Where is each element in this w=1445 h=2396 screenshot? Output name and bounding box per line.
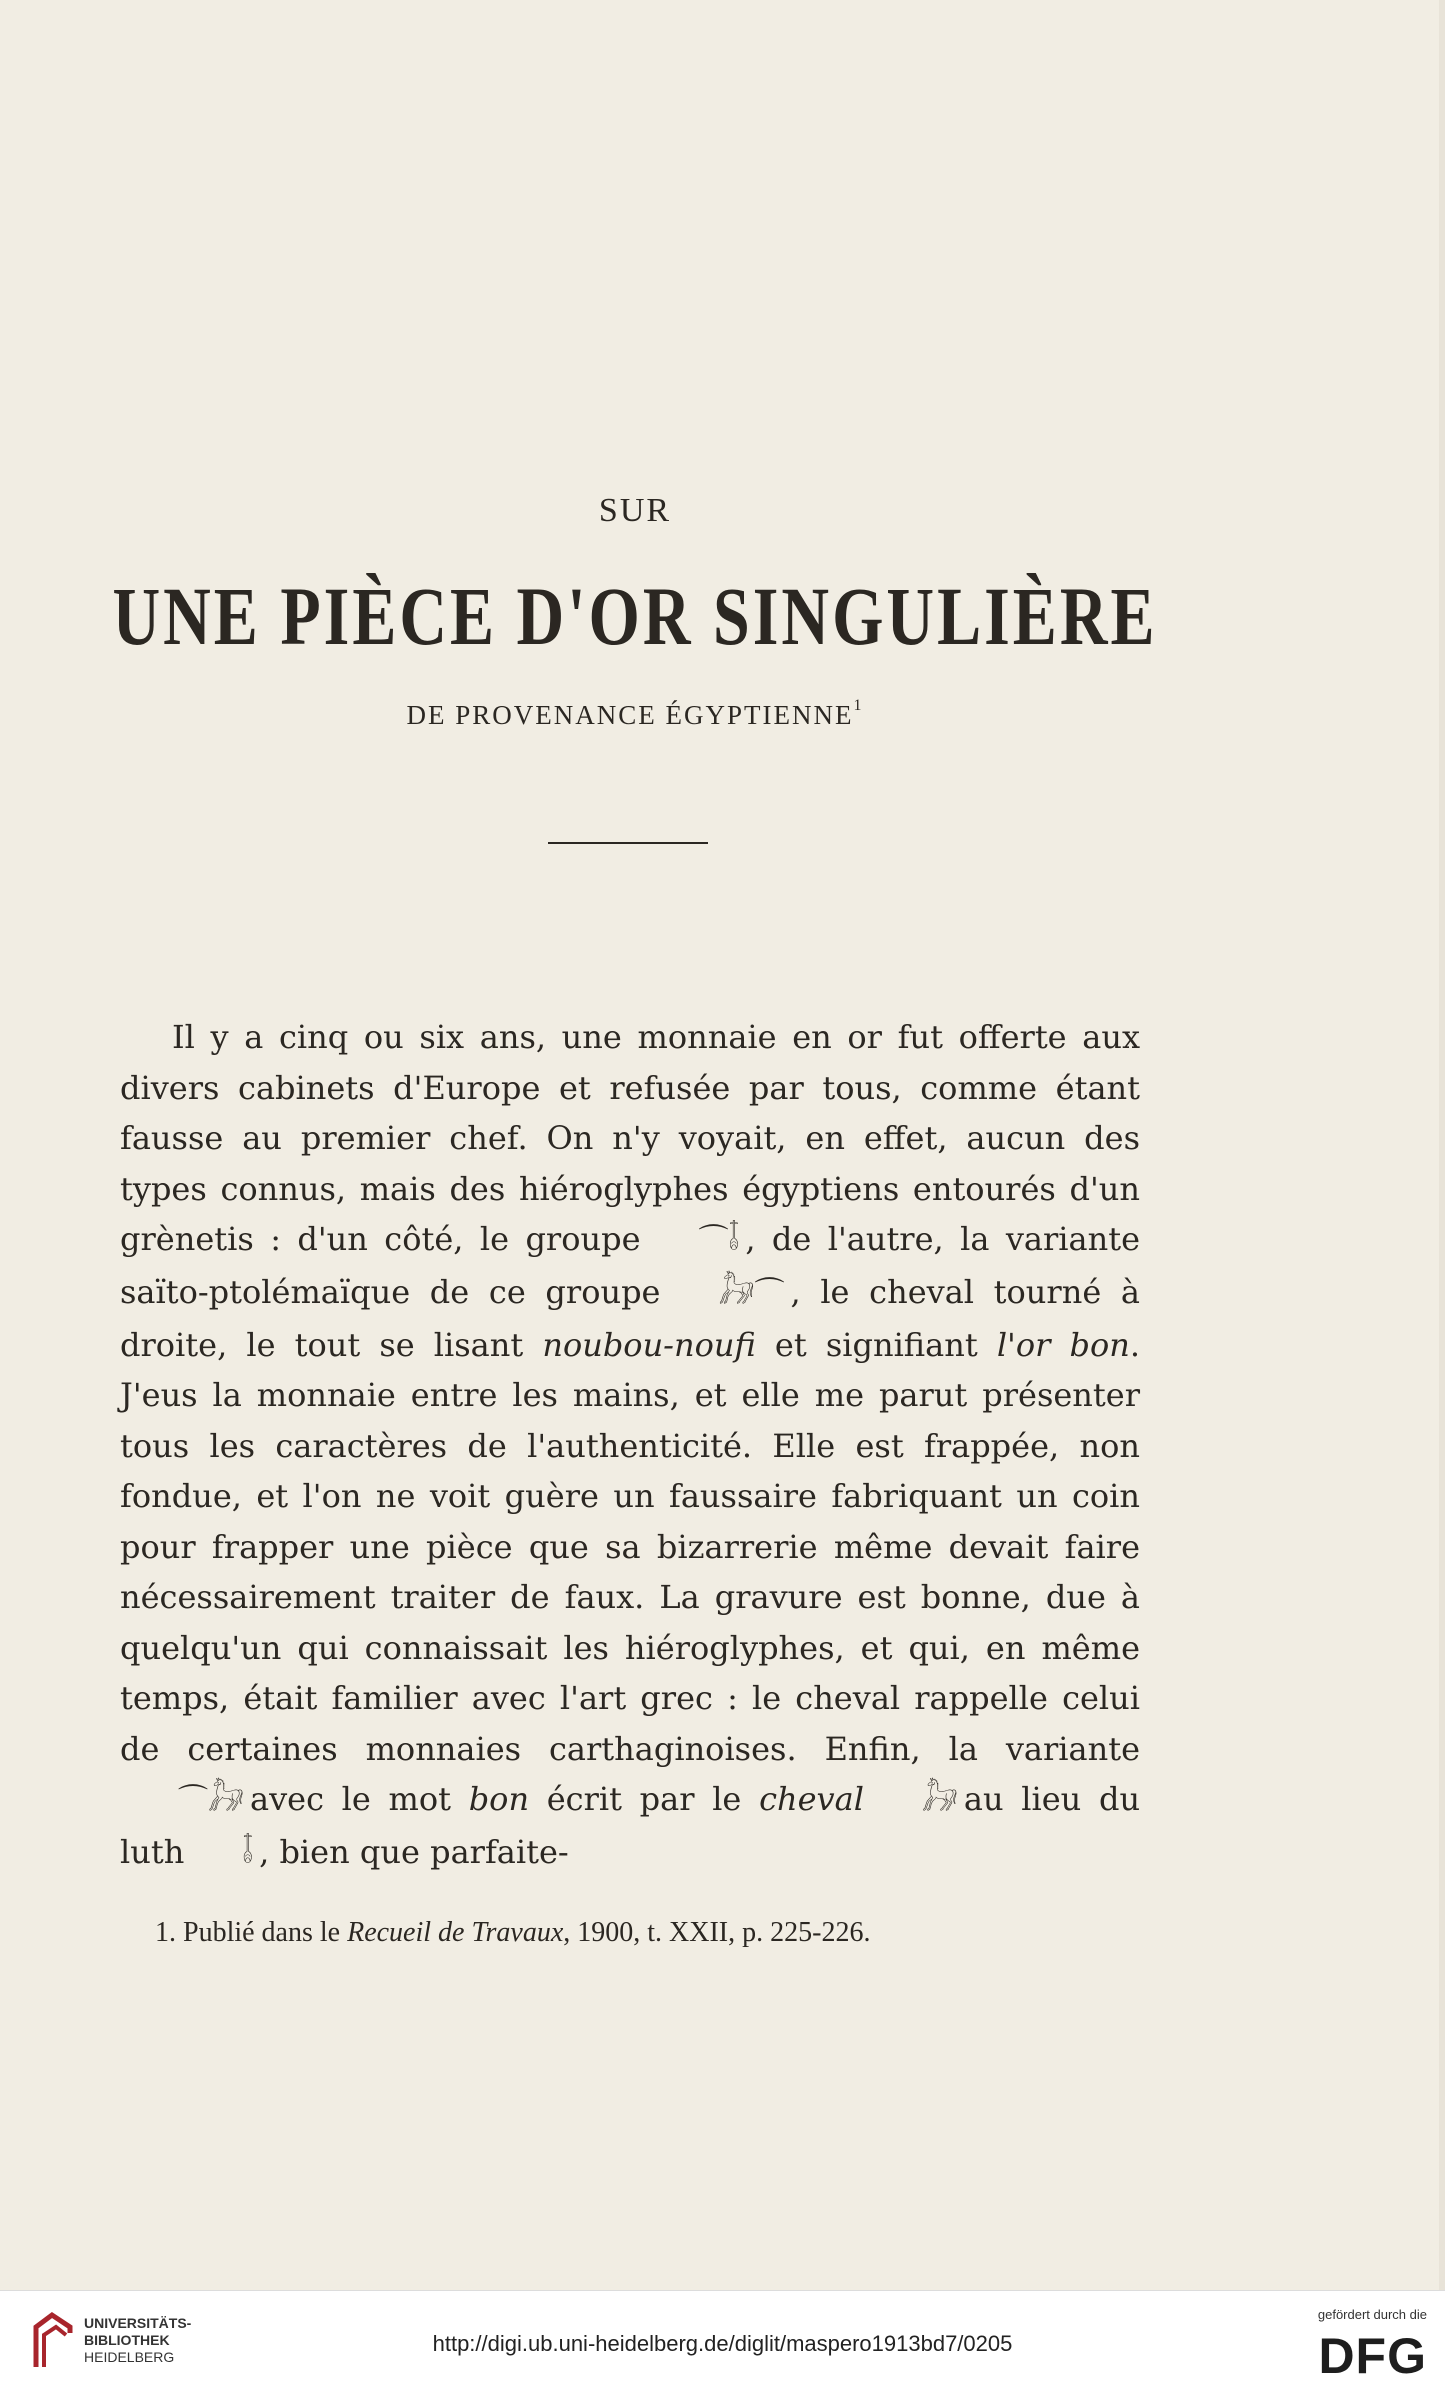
text-run: avec le mot	[249, 1780, 451, 1818]
page-edge	[1439, 0, 1445, 2290]
subtitle	[0, 697, 1270, 731]
emphasis-word: bon	[468, 1780, 530, 1818]
footnote-marker: 1	[853, 697, 864, 714]
library-name-line: UNIVERSITÄTS-	[84, 2315, 192, 2331]
hieroglyph-nub-nfr-icon: ⌒𓄤	[698, 1223, 740, 1259]
footnote-number: 1.	[155, 1917, 176, 1948]
text-run: , le cheval tourné à droite, le tout se lisant	[120, 1272, 1141, 1364]
text-run: , de l'autre, la variante saïto-ptolémaïque de ce groupe	[120, 1220, 1141, 1311]
sponsor-label: gefördert durch die	[1317, 2307, 1427, 2322]
text-run: au lieu du luth	[120, 1780, 1141, 1871]
dfg-logo: DFG	[1318, 2328, 1427, 2384]
title-rule	[548, 842, 708, 844]
text-run: , bien que parfaite-	[259, 1832, 569, 1871]
footnote-text: Publié dans le	[183, 1917, 341, 1948]
footnote	[155, 1917, 1140, 1949]
hieroglyph-horse-icon: 𓃗	[921, 1783, 958, 1819]
text-run: Il y a cinq ou six ans, une monnaie en or fut offerte aux divers cabinets d'Europe et refusée par tous, comme étant fausse au premier chef. On n'y voyait, en effet, aucun des types connus, mais des hiéroglyphes égyptiens entourés d'un grènetis : d'un côté, le groupe	[120, 1018, 1140, 1258]
article-body	[120, 1012, 1140, 1880]
library-name-line: HEIDELBERG	[84, 2349, 175, 2365]
footer-bar	[0, 2290, 1445, 2396]
title-prefix: SUR	[598, 492, 672, 529]
text-run: écrit par le	[546, 1780, 742, 1818]
text-run: . J'eus la monnaie entre les mains, et elle me parut présenter tous les caractères de l'authenticité. Elle est frappée, non fondue, et l'on ne voit guère un faussaire fabriquant un coin pour frapper une pièce que sa bizarrerie même devait faire nécessairement traiter de faux. La gravure est bonne, due à quelqu'un qui connaissait les hiéroglyphes, et qui, en même temps, était familier avec l'art grec : le cheval rappelle celui de certaines monnaies carthaginoises. Enfin, la variante	[120, 1325, 1141, 1768]
page-title: UNE PIÈCE D'OR SINGULIÈRE	[112, 571, 1158, 663]
hieroglyph-horse-nub-icon: 𓃗⌒	[718, 1276, 785, 1311]
hieroglyph-collar-horse-icon: ⌒𓃗	[178, 1783, 244, 1819]
translation: l'or bon	[996, 1325, 1130, 1364]
subtitle-text: DE PROVENANCE ÉGYPTIENNE	[406, 700, 854, 730]
paragraph	[120, 1012, 1140, 1880]
footnote-text: , 1900, t. XXII, p. 225-226.	[563, 1917, 871, 1948]
source-url-link[interactable]: http://digi.ub.uni-heidelberg.de/diglit/maspero1913bd7/0205	[432, 2331, 1013, 2356]
hieroglyph-lute-icon: 𓄤	[242, 1836, 254, 1871]
footnote-journal: Recueil de Travaux	[347, 1917, 564, 1948]
emphasis-word: cheval	[759, 1780, 864, 1818]
transliteration: noubou-noufi	[542, 1325, 756, 1364]
library-name-line: BIBLIOTHEK	[84, 2332, 170, 2348]
text-run: et signifiant	[774, 1325, 978, 1364]
